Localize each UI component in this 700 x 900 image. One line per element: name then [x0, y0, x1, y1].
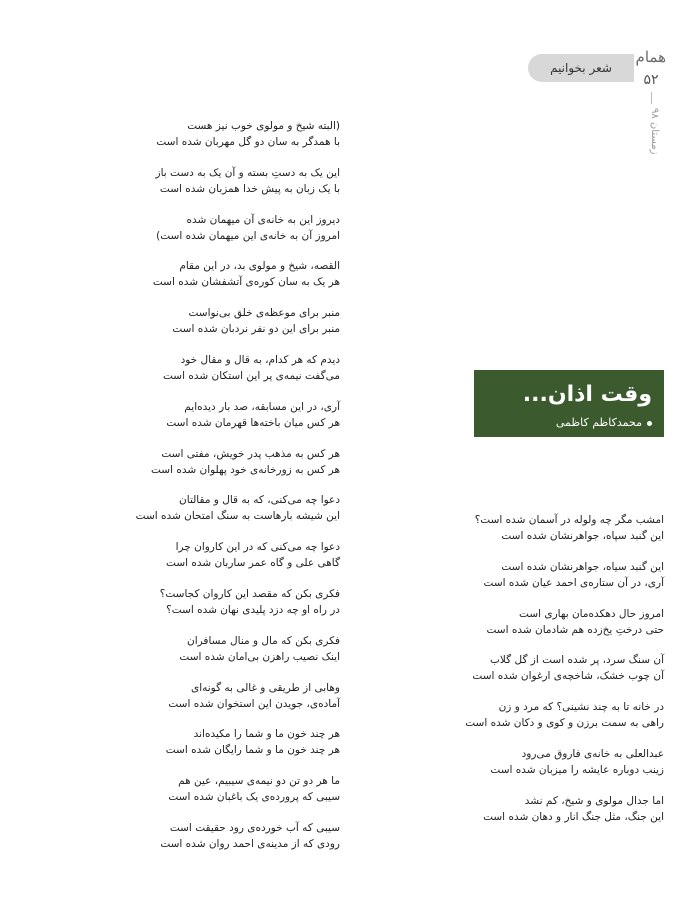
- stanza: [135, 492, 340, 524]
- verse-line: امروز آن به خانه‌ی این میهمان شده است): [156, 229, 340, 242]
- verse-line: عبدالعلی به خانه‌ی فاروق می‌رود: [521, 747, 664, 760]
- verse-line: وهابی از طریقی و غالی به گونه‌ای: [190, 681, 340, 694]
- stanza: [150, 539, 340, 571]
- verse-line: فکری بکن که مال و منال مسافران: [187, 634, 340, 647]
- bullet-icon: [647, 421, 652, 426]
- stanza: [150, 212, 340, 244]
- verse-line: سیبی که آب خورده‌ی رود حقیقت است: [169, 821, 340, 834]
- verse-line: این گنبد سپاه، جواهرنشان شده است: [501, 530, 664, 542]
- stanza: [470, 512, 664, 544]
- verse-line: آن چوب خشک، شاخچه‌ی ارغوان شده است: [472, 670, 664, 683]
- verse-line: حتی درختِ یخ‌زده هم شادمان شده است: [486, 623, 664, 636]
- stanza: [465, 699, 664, 731]
- verse-line: با یک زبان به پیش خدا همزبان شده است: [159, 182, 340, 195]
- verse-line: رودی که از مدینه‌ی احمد روان شده است: [160, 837, 340, 850]
- verse-line: در خانه تا به چند نشینی؟ که مرد و زن: [498, 701, 664, 714]
- verse-line: این جنگ، مثل جنگ انار و دهان شده است: [483, 810, 664, 823]
- stanza: [150, 726, 340, 758]
- page-number: ۵۲: [643, 72, 659, 88]
- poem-title-box: [474, 370, 664, 437]
- verse-line: می‌گفت نیمه‌ی پر این استکان شده است: [162, 369, 340, 382]
- verse-line: راهی به سمت برزن و کوی و دکان شده است: [465, 717, 664, 730]
- stanza: [150, 633, 340, 665]
- verse-line: آماده‌ی، جویدن این استخوان شده است: [168, 697, 340, 710]
- verse-line: امشب مگر چه ولوله در آسمان شده است؟: [474, 514, 664, 526]
- verse-line: امروز حال دهکده‌مان بهاری است: [519, 607, 664, 620]
- stanza: [150, 118, 340, 150]
- stanza: [150, 820, 340, 852]
- verse-line: آن سنگ سرد، پر شده است از گل گلاب: [490, 654, 664, 667]
- verse-line: (البته شیخ و مولوی خوب نیز هست: [187, 120, 340, 132]
- verse-line: سیبی که پرورده‌ی یک باغبان شده است: [168, 791, 340, 804]
- stanza: [150, 305, 340, 337]
- stanza: [150, 258, 340, 290]
- stanza: [150, 680, 340, 712]
- verse-line: منبر برای این دو نفر نردبان شده است: [172, 323, 340, 336]
- poem-column-left: [135, 118, 340, 867]
- stanza: [150, 773, 340, 805]
- stanza: [150, 352, 340, 384]
- verse-line: هر کس به زورخانه‌ی خود پهلوان شده است: [150, 463, 340, 476]
- side-divider: [651, 92, 652, 104]
- stanza: [470, 746, 664, 778]
- verse-line: دیدم که هر کدام، به قال و مقال خود: [180, 353, 340, 366]
- verse-line: هر چند خون ما و شما رایگان شده است: [165, 744, 340, 757]
- magazine-logo: همام: [635, 48, 666, 66]
- author-name: محمدکاظم کاظمی: [555, 416, 642, 429]
- poem-author: [486, 414, 652, 432]
- stanza: [150, 399, 340, 431]
- verse-line: این شیشه بارهاست به سنگ امتحان شده است: [135, 510, 340, 523]
- verse-line: فکری بکن که مقصد این کاروان کجاست؟: [159, 587, 340, 600]
- verse-line: اینک نصیب راهزن بی‌امان شده است: [179, 650, 340, 663]
- poem-column-right: [465, 512, 664, 840]
- stanza: [470, 559, 664, 591]
- stanza: [470, 793, 664, 825]
- verse-line: دعوا چه می‌کنی که در این کاروان چرا: [175, 541, 340, 554]
- stanza: [470, 652, 664, 684]
- verse-line: دیروز این به خانه‌ی آن میهمان شده: [186, 213, 340, 226]
- verse-line: زینب دوباره عایشه را میزبان شده است: [490, 763, 664, 776]
- verse-line: این گنبد سیاه، جواهرنشان شده است: [501, 560, 664, 573]
- issue-label: زمستان ۹۸: [649, 108, 660, 155]
- verse-line: القصه، شیخ و مولوی بد، در این مقام: [179, 260, 340, 273]
- poem-title: وقت اذان...: [522, 382, 652, 407]
- verse-line: هر چند خون ما و شما را مکیده‌اند: [193, 728, 340, 741]
- verse-line: گاهی علی و گاه عمر ساربان شده است: [166, 557, 340, 570]
- verse-line: اما جدال مولوی و شیخ، کم نشد: [524, 794, 664, 807]
- verse-line: آری، در این مسابقه، صد بار دیده‌ایم: [184, 400, 340, 413]
- verse-line: با همدگر به سان دو گل مهربان شده است: [156, 136, 340, 148]
- stanza: [470, 606, 664, 638]
- stanza: [150, 165, 340, 197]
- verse-line: ما هر دو تن دو نیمه‌ی سیبیم، عین هم: [178, 775, 340, 788]
- verse-line: هر کس به مذهب پدر خویش، مفتی است: [161, 447, 340, 460]
- verse-line: آری، در آن ستاره‌ی احمد عیان شده است: [483, 576, 664, 589]
- verse-line: هر یک به سان کوره‌ی آتشفشان شده است: [152, 276, 340, 289]
- stanza: [150, 586, 340, 618]
- verse-line: منبر برای موعظه‌ی خلق بی‌نواست: [188, 307, 340, 320]
- verse-line: در راه او چه دزد پلیدی نهان شده است؟: [166, 603, 340, 616]
- verse-line: هر کس میان باخته‌ها قهرمان شده است: [166, 416, 340, 429]
- verse-line: دعوا چه می‌کنی، که به قال و مقالتان: [179, 494, 340, 507]
- verse-line: این یک به دستِ بسته و آن یک به دست باز: [155, 166, 340, 179]
- section-label: شعر بخوانیم: [528, 54, 634, 82]
- stanza: [150, 446, 340, 478]
